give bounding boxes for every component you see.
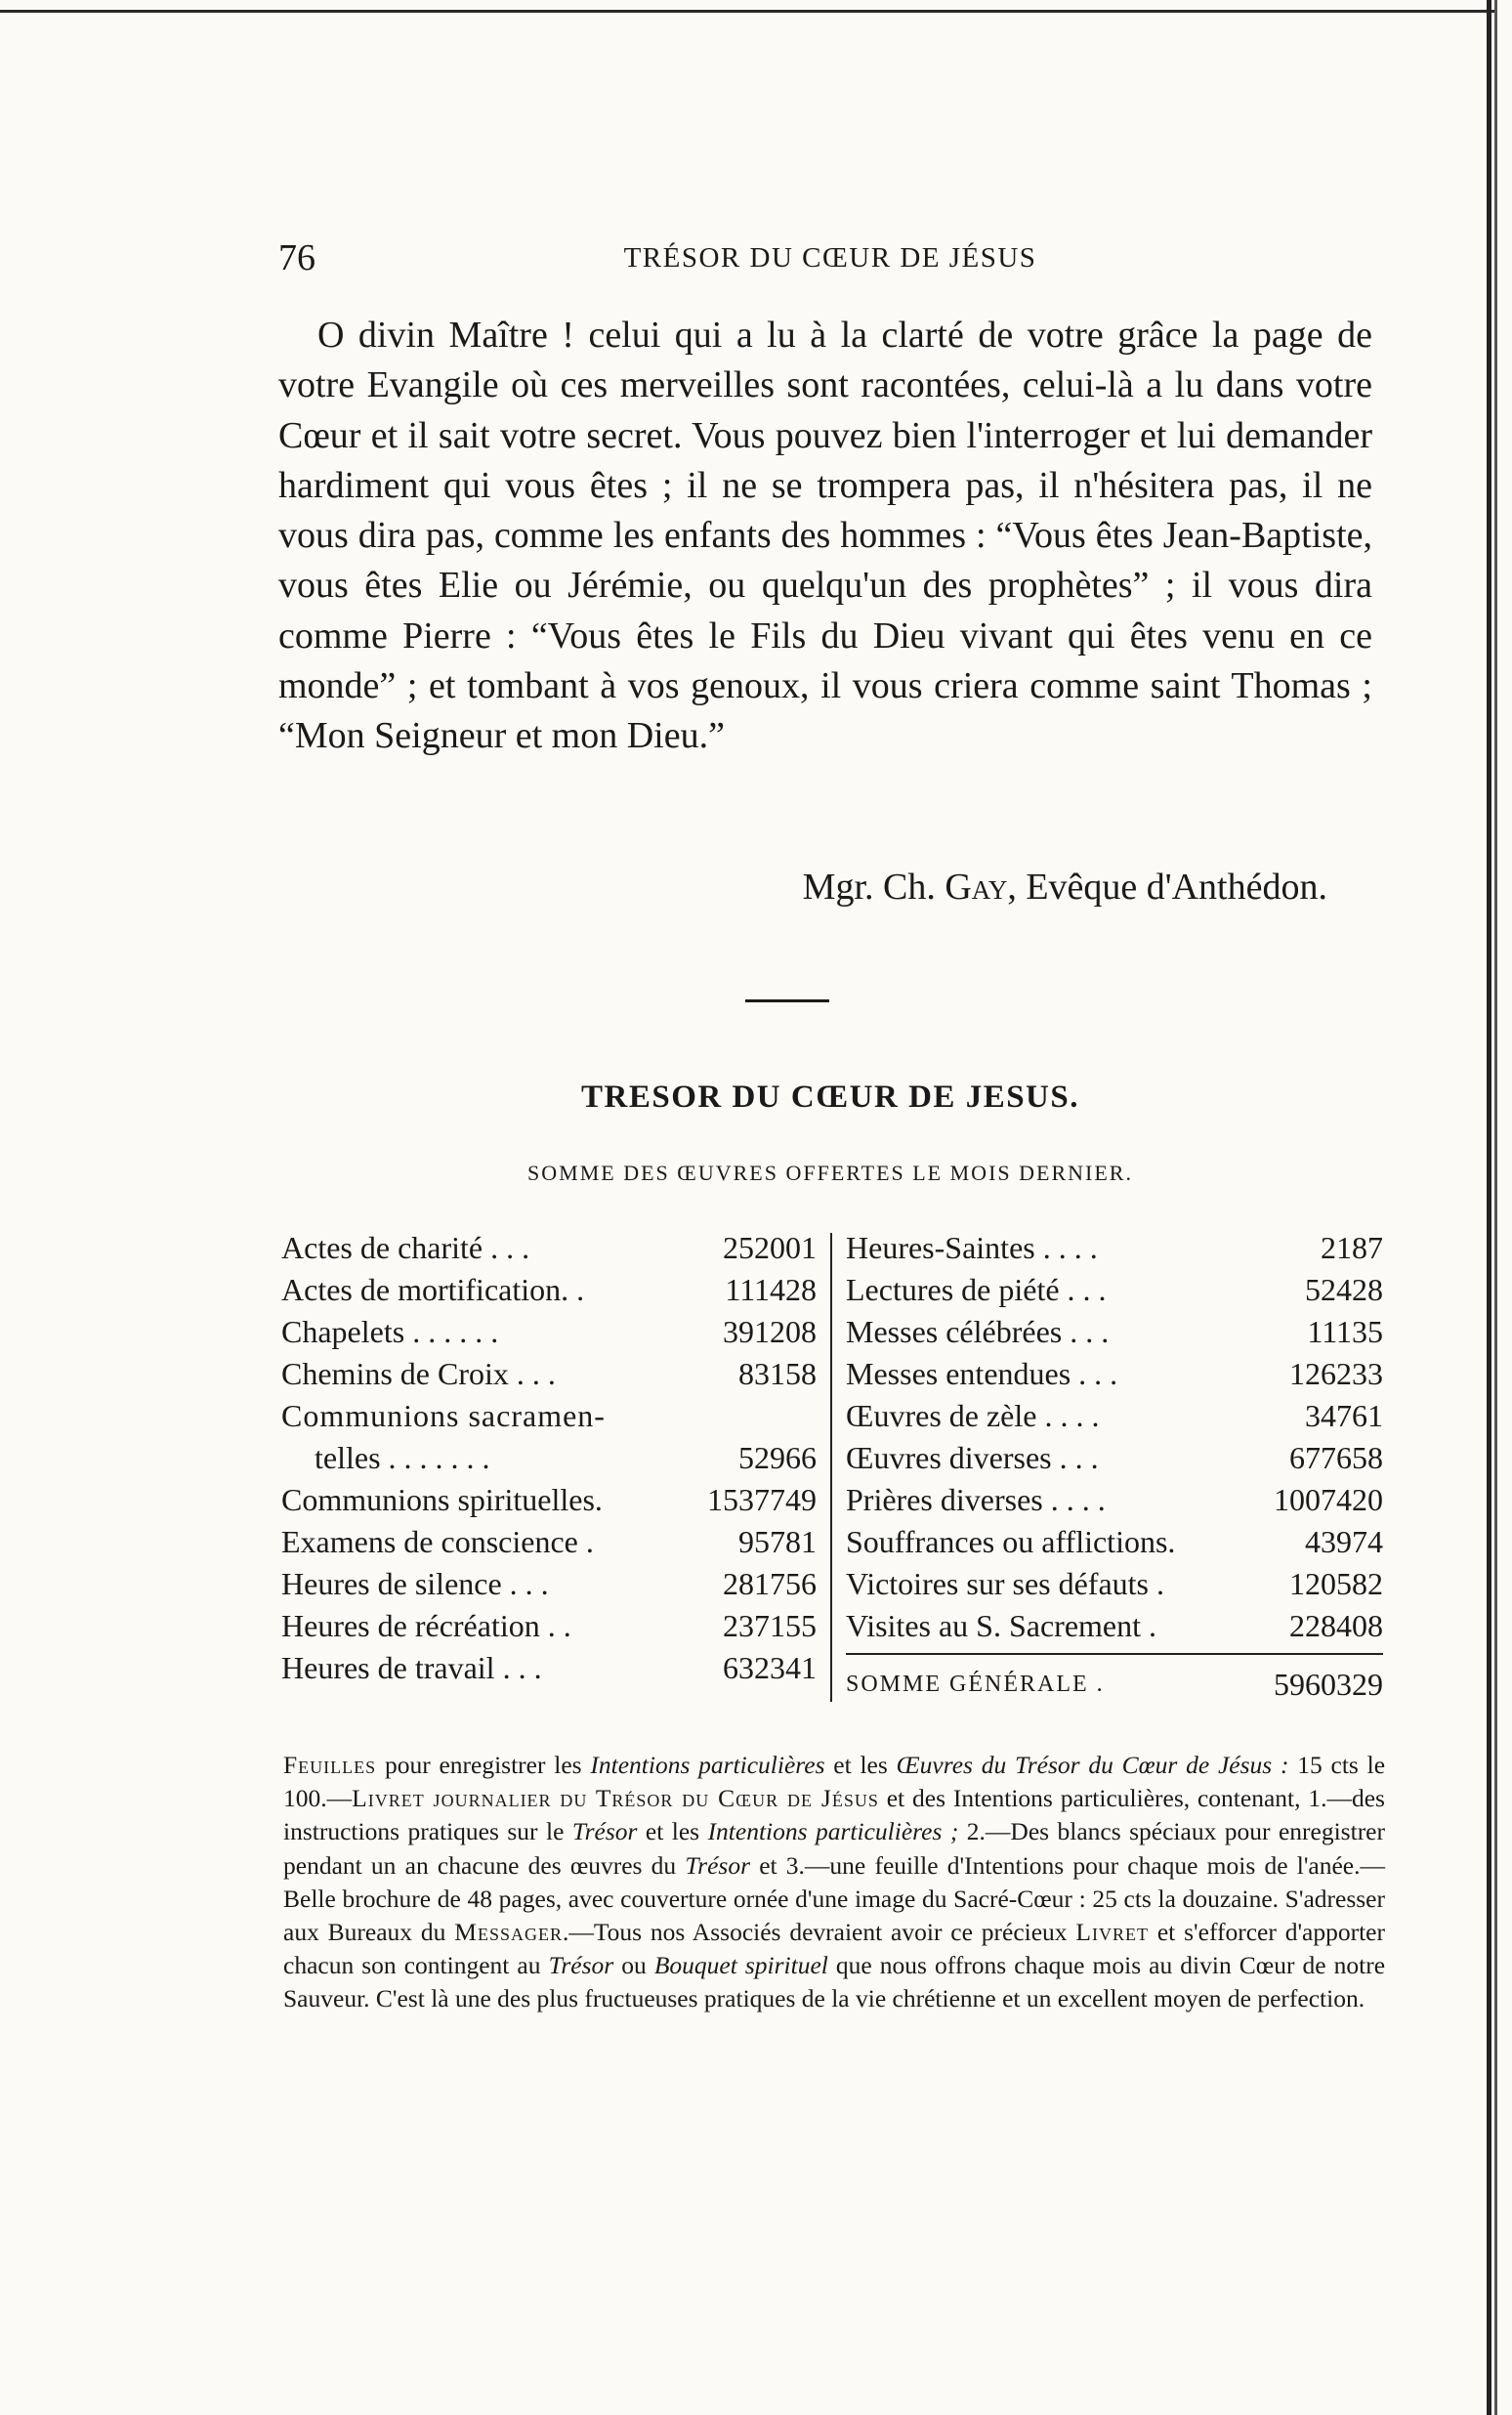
notice-text: et s'efforcer d'apporter chacun son contingent au (283, 1918, 1385, 1980)
notice-italic: Œuvres du Trésor du Cœur de Jésus : (896, 1751, 1289, 1779)
tally-value: 52428 (1305, 1272, 1383, 1307)
notice-text: Feuilles (283, 1751, 377, 1779)
notice-text: et 3.—une feuille d'Intentions pour chaque mois de l'anée.—Belle brochure de 48 pages, avec couverture ornée d'une image du Sacré-Cœur : 25 cts la douzaine. S'adresser aux Bureaux du (283, 1850, 1385, 1947)
running-head (278, 236, 1382, 285)
tally-label: Chapelets . . . . . . (281, 1314, 499, 1349)
notice-text: Livret (1075, 1918, 1149, 1947)
tally-value: 120582 (1289, 1566, 1383, 1601)
notice-italic: Trésor (571, 1817, 638, 1846)
grand-total-label: SOMME GÉNÉRALE . (846, 1672, 1105, 1697)
notice-text: et les (824, 1751, 897, 1779)
tally-value: 11135 (1307, 1314, 1383, 1349)
notice-italic: Intentions particulières (590, 1751, 825, 1779)
treasure-title: TRESOR DU CŒUR DE JESUS. (580, 1080, 1079, 1115)
notice-text: ou (613, 1951, 654, 1980)
tally-label: Heures de récréation . . (281, 1608, 571, 1643)
tally-value: 252001 (723, 1230, 817, 1265)
tally-row (281, 1605, 817, 1647)
tally-row (846, 1563, 1383, 1605)
tally-row (846, 1269, 1383, 1311)
tally-label: Actes de charité . . . (281, 1230, 530, 1265)
tally-value: 52966 (738, 1440, 817, 1475)
signature (278, 866, 1327, 909)
tally-row (281, 1479, 817, 1521)
tally-row (281, 1353, 817, 1395)
tally-label: Heures-Saintes . . . . (846, 1230, 1098, 1265)
tally-label: Messes entendues . . . (846, 1356, 1118, 1391)
tally-row (281, 1437, 817, 1479)
notice-text: .—Tous nos Associés devraient avoir ce précieux (562, 1918, 1076, 1947)
tally-label: Examens de conscience . (281, 1524, 594, 1559)
tally-right-column (846, 1227, 1383, 1702)
tally-label: Lectures de piété . . . (846, 1272, 1107, 1307)
scan-edge-right-shadow (1494, 0, 1497, 2415)
total-rule (846, 1653, 1383, 1655)
tally-value: 391208 (723, 1314, 817, 1349)
tally-label: Prières diverses . . . . (846, 1482, 1106, 1517)
tally-label: Heures de silence . . . (281, 1566, 549, 1601)
scan-edge-top (0, 10, 1494, 13)
tally-label: telles . . . . . . . (315, 1440, 490, 1475)
tally-value: 237155 (723, 1608, 817, 1643)
tally-row (281, 1227, 817, 1269)
tally-value: 1537749 (707, 1482, 817, 1517)
tally-label: Œuvres de zèle . . . . (846, 1398, 1100, 1433)
notice-text: 2.—Des blancs spéciaux pour enregistrer pendant un an chacune des œuvres du (283, 1817, 1385, 1880)
tally-label: Communions sacramen- (281, 1398, 606, 1433)
tally-label: Visites au S. Sacrement . (846, 1608, 1157, 1643)
tally-value: 83158 (738, 1356, 817, 1391)
notice-italic: Bouquet spirituel (653, 1951, 828, 1980)
tally-row (846, 1353, 1383, 1395)
notice-text: Messager (454, 1918, 563, 1947)
notice-text: que nous offrons chaque mois au divin Cœur de notre Sauveur. C'est là une des plus fructueuses pratiques de la vie chrétienne et un excellent moyen de perfection. (283, 1951, 1386, 2013)
tally-value: 281756 (723, 1566, 817, 1601)
tally-row (281, 1563, 817, 1605)
page-number: 76 (278, 237, 315, 278)
tally-row (846, 1479, 1383, 1521)
section-divider (745, 999, 829, 1002)
tally-left-column (281, 1227, 817, 1689)
tally-label: Communions spirituelles. (281, 1482, 603, 1517)
tally-row (281, 1395, 817, 1437)
tally-label: Heures de travail . . . (281, 1650, 542, 1685)
tally-value: 111428 (725, 1272, 817, 1307)
tally-value: 126233 (1289, 1356, 1383, 1391)
passage (278, 311, 1372, 762)
signature-suffix: , Evêque d'Anthédon. (1007, 867, 1327, 908)
notice-italic: Trésor (685, 1850, 750, 1880)
tally-label: Actes de mortification. . (281, 1272, 585, 1307)
tally-value: 632341 (723, 1650, 817, 1685)
running-title: TRÉSOR DU CŒUR DE JÉSUS (623, 242, 1037, 274)
tally-label: Chemins de Croix . . . (281, 1356, 556, 1391)
tally-row (846, 1605, 1383, 1647)
treasure-subtitle: SOMME DES ŒUVRES OFFERTES LE MOIS DERNIER. (527, 1161, 1133, 1185)
scan-edge-right (1487, 0, 1491, 2415)
signature-name: Gay (945, 867, 1008, 908)
tally-label: Œuvres diverses . . . (846, 1440, 1099, 1475)
notice-text: et les (637, 1817, 708, 1846)
notice-text: pour enregistrer les (376, 1751, 591, 1779)
passage-paragraph: O divin Maître ! celui qui a lu à la clarté de votre grâce la page de votre Evangile où ces merveilles sont racontées, celui-là a lu dans votre Cœur et il sait votre secret. Vous pouvez bien l'interroger et lui demander hardiment qui vous êtes ; il ne se trompera pas, il n'hésitera pas, il ne vous dira pas, comme les enfants des hommes : “Vous êtes Jean-Baptiste, vous êtes Elie ou Jérémie, ou quelqu'un des prophètes” ; il vous dira comme Pierre : “Vous êtes le Fils du Dieu vivant qui êtes venu en ce monde” ; et tombant à vos genoux, il vous criera comme saint Thomas ; “Mon Seigneur et mon Dieu.” (278, 315, 1372, 757)
tally-label: Messes célébrées . . . (846, 1314, 1110, 1349)
tally-value: 677658 (1289, 1440, 1383, 1475)
tally-row (281, 1311, 817, 1353)
notice-text: et des Intentions particulières, contenant, 1.—des instructions pratiques sur le (283, 1784, 1385, 1846)
publication-notice (283, 1749, 1385, 2016)
tally-row (281, 1647, 817, 1689)
tally-row (846, 1521, 1383, 1563)
tally-row (846, 1311, 1383, 1353)
grand-total-row (846, 1663, 1383, 1706)
tally-value: 95781 (738, 1524, 817, 1559)
tally-value: 2187 (1321, 1230, 1383, 1265)
tally-label: Souffrances ou afflictions. (846, 1524, 1176, 1559)
works-tally-table (281, 1227, 1383, 1706)
tally-row (846, 1437, 1383, 1479)
tally-label: Victoires sur ses défauts . (846, 1566, 1164, 1601)
tally-row (281, 1521, 817, 1563)
grand-total-value: 5960329 (1274, 1667, 1383, 1702)
tally-row (846, 1227, 1383, 1269)
signature-prefix: Mgr. Ch. (802, 867, 936, 908)
tally-row (281, 1269, 817, 1311)
notice-italic: Trésor (548, 1951, 614, 1980)
tally-value: 34761 (1305, 1398, 1383, 1433)
notice-text: 15 cts le 100.— (283, 1751, 1386, 1813)
notice-italic: Intentions particulières ; (707, 1817, 959, 1846)
tally-value: 228408 (1289, 1608, 1383, 1643)
tally-value: 1007420 (1274, 1482, 1383, 1517)
notice-text: Livret journalier du Trésor du Cœur de Jésus (352, 1784, 879, 1813)
column-divider (830, 1233, 832, 1702)
tally-row (846, 1395, 1383, 1437)
tally-value: 43974 (1305, 1524, 1383, 1559)
